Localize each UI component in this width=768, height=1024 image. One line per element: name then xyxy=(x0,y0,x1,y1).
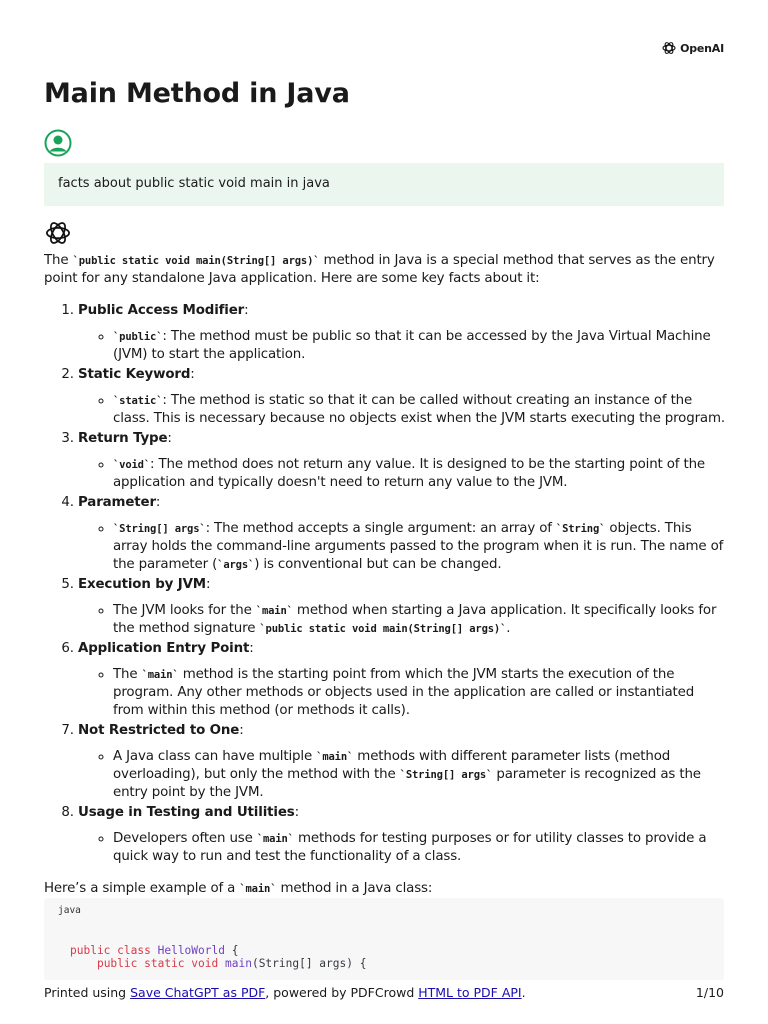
fact-text: parameter is recognized as the entry point by the JVM. xyxy=(113,767,701,800)
fact-code: `main` xyxy=(256,833,294,845)
fact-code: `void` xyxy=(113,459,151,471)
intro-text: The xyxy=(44,253,73,268)
fact-item: 1. Public Access Modifier: ◦ `public`: The method must be public so that it can be accessed by the Java Virtual Machine (JVM) to start the application. xyxy=(78,302,726,364)
fact-detail-list xyxy=(78,666,726,720)
fact-detail-list xyxy=(78,456,726,492)
fact-text: A Java class can have multiple xyxy=(113,749,317,764)
page-title: Main Method in Java xyxy=(44,78,350,109)
fact-item: 2. Static Keyword: ◦ `static`: The method is static so that it can be called without creating an instance of the class. This is necessary because no objects exist when the JVM starts executing the program. xyxy=(78,366,726,428)
fact-text: methods for testing purposes or for utility classes to provide a quick way to run and test the functionality of a class. xyxy=(113,831,707,864)
brand-name: OpenAI xyxy=(680,41,724,55)
code-text: { xyxy=(224,944,239,957)
fact-code: `main` xyxy=(316,751,354,763)
fact-code: `String[] args` xyxy=(399,769,493,781)
user-avatar-icon xyxy=(44,129,72,157)
fact-detail xyxy=(113,520,726,574)
fact-code: `String[] args` xyxy=(113,523,206,535)
save-chatgpt-pdf-link[interactable]: Save ChatGPT as PDF xyxy=(130,985,266,1000)
fact-text: methods with different parameter lists (method overloading), but only the method with the xyxy=(113,749,671,782)
fact-title: Public Access Modifier xyxy=(78,303,245,318)
fact-detail xyxy=(113,392,726,428)
intro-text-rest: method in Java is a special method that serves as the entry point for any standalone Java application. Here are some key facts about it: xyxy=(44,253,715,286)
fact-detail-list xyxy=(78,602,726,638)
fact-title: Not Restricted to One xyxy=(78,723,240,738)
fact-code: `public` xyxy=(113,331,163,343)
code-keyword: static xyxy=(144,957,185,970)
outro-code: `main` xyxy=(239,883,277,895)
code-block xyxy=(44,898,724,980)
fact-code: `String` xyxy=(555,523,606,535)
html-to-pdf-api-link[interactable]: HTML to PDF API xyxy=(418,985,522,1000)
fact-item: 6. Application Entry Point: ◦ The `main` method is the starting point from which the JVM starts the execution of the program. Any other methods or objects used in the application are called or instantiated from within this method (or methods it calls). xyxy=(78,640,726,720)
fact-detail xyxy=(113,830,726,866)
fact-title: Static Keyword xyxy=(78,367,191,382)
assistant-response xyxy=(44,252,726,898)
fact-text: objects. This array holds the command-line arguments passed to the program when it is run. The name of the parameter ( xyxy=(113,521,724,572)
fact-text: Developers often use xyxy=(113,831,257,846)
fact-text: The xyxy=(113,667,142,682)
fact-item: 4. Parameter: ◦ `String[] args`: The method accepts a single argument: an array of `String` objects. This array holds the command-line arguments passed to the program when it is run. The name of the parameter (`args`) is conventional but can be changed. xyxy=(78,494,726,574)
fact-text: method is the starting point from which the JVM starts the execution of the program. Any other methods or objects used in the application are called or instantiated from within this method (or methods it calls). xyxy=(113,667,695,718)
code-keyword: public xyxy=(96,957,138,970)
fact-detail xyxy=(113,748,726,802)
footer-text: . xyxy=(521,985,526,1000)
fact-title: Parameter xyxy=(78,495,156,510)
fact-text: . xyxy=(506,621,511,636)
fact-detail-list xyxy=(78,520,726,574)
print-footer xyxy=(44,985,724,1000)
code-class-name: HelloWorld xyxy=(157,944,225,957)
chatgpt-avatar-icon xyxy=(44,219,72,247)
openai-logo-icon xyxy=(661,40,677,56)
fact-title: Execution by JVM xyxy=(78,577,206,592)
fact-item: 7. Not Restricted to One: ◦ A Java class can have multiple `main` methods with different parameter lists (method overloading), but only the method with the `String[] args` parameter is recognized as the entry point by the JVM. xyxy=(78,722,726,802)
code-keyword: class xyxy=(117,944,151,957)
fact-code: `main` xyxy=(255,605,293,617)
fact-title: Return Type xyxy=(78,431,168,446)
openai-brand xyxy=(661,40,724,56)
fact-item: 8. Usage in Testing and Utilities: ◦ Developers often use `main` methods for testing purposes or for utility classes to provide a quick way to run and test the functionality of a class. xyxy=(78,804,726,866)
fact-code: `public static void main(String[] args)` xyxy=(259,623,507,635)
fact-code: `args` xyxy=(217,559,255,571)
fact-detail xyxy=(113,666,726,720)
outro-text-rest: method in a Java class: xyxy=(276,881,433,896)
response-intro xyxy=(44,252,726,288)
response-outro xyxy=(44,880,726,898)
fact-text: ) is conventional but can be changed. xyxy=(254,557,502,572)
fact-title: Application Entry Point xyxy=(78,641,250,656)
facts-list xyxy=(44,302,726,866)
fact-code: `static` xyxy=(113,395,163,407)
fact-detail-list xyxy=(78,748,726,802)
fact-detail-list xyxy=(78,830,726,866)
code-keyword: void xyxy=(191,957,219,970)
code-keyword: public xyxy=(70,944,111,957)
code-language-label: java xyxy=(58,905,81,916)
outro-text: Here’s a simple example of a xyxy=(44,881,240,896)
code-content xyxy=(70,944,366,970)
fact-text: : The method must be public so that it can be accessed by the Java Virtual Machine (JVM) to start the application. xyxy=(113,329,711,362)
fact-item: 5. Execution by JVM: ◦ The JVM looks for the `main` method when starting a Java application. It specifically looks for the method signature `public static void main(String[] args)`. xyxy=(78,576,726,638)
fact-title: Usage in Testing and Utilities xyxy=(78,805,295,820)
fact-detail xyxy=(113,328,726,364)
fact-text: The JVM looks for the xyxy=(113,603,256,618)
code-method-name: main xyxy=(225,957,252,970)
user-prompt: facts about public static void main in java xyxy=(44,163,724,206)
fact-text: : The method does not return any value. It is designed to be the starting point of the application and typically doesn't need to return any value to the JVM. xyxy=(113,457,705,490)
page-number: 1/10 xyxy=(695,985,724,1000)
code-text: (String[] args) { xyxy=(251,957,367,970)
fact-detail-list xyxy=(78,392,726,428)
fact-item: 3. Return Type: ◦ `void`: The method does not return any value. It is designed to be the starting point of the application and typically doesn't need to return any value to the JVM. xyxy=(78,430,726,492)
intro-code: `public static void main(String[] args)` xyxy=(72,255,320,267)
fact-text: : The method is static so that it can be called without creating an instance of the class. This is necessary because no objects exist when the JVM starts executing the program. xyxy=(113,393,725,426)
footer-text: , powered by PDFCrowd xyxy=(265,985,419,1000)
fact-detail-list xyxy=(78,328,726,364)
fact-text: : The method accepts a single argument: an array of xyxy=(205,521,556,536)
fact-code: `main` xyxy=(141,669,179,681)
footer-text: Printed using xyxy=(44,985,131,1000)
fact-detail xyxy=(113,456,726,492)
fact-text: method when starting a Java application. It specifically looks for the method signature xyxy=(113,603,717,636)
fact-detail xyxy=(113,602,726,638)
